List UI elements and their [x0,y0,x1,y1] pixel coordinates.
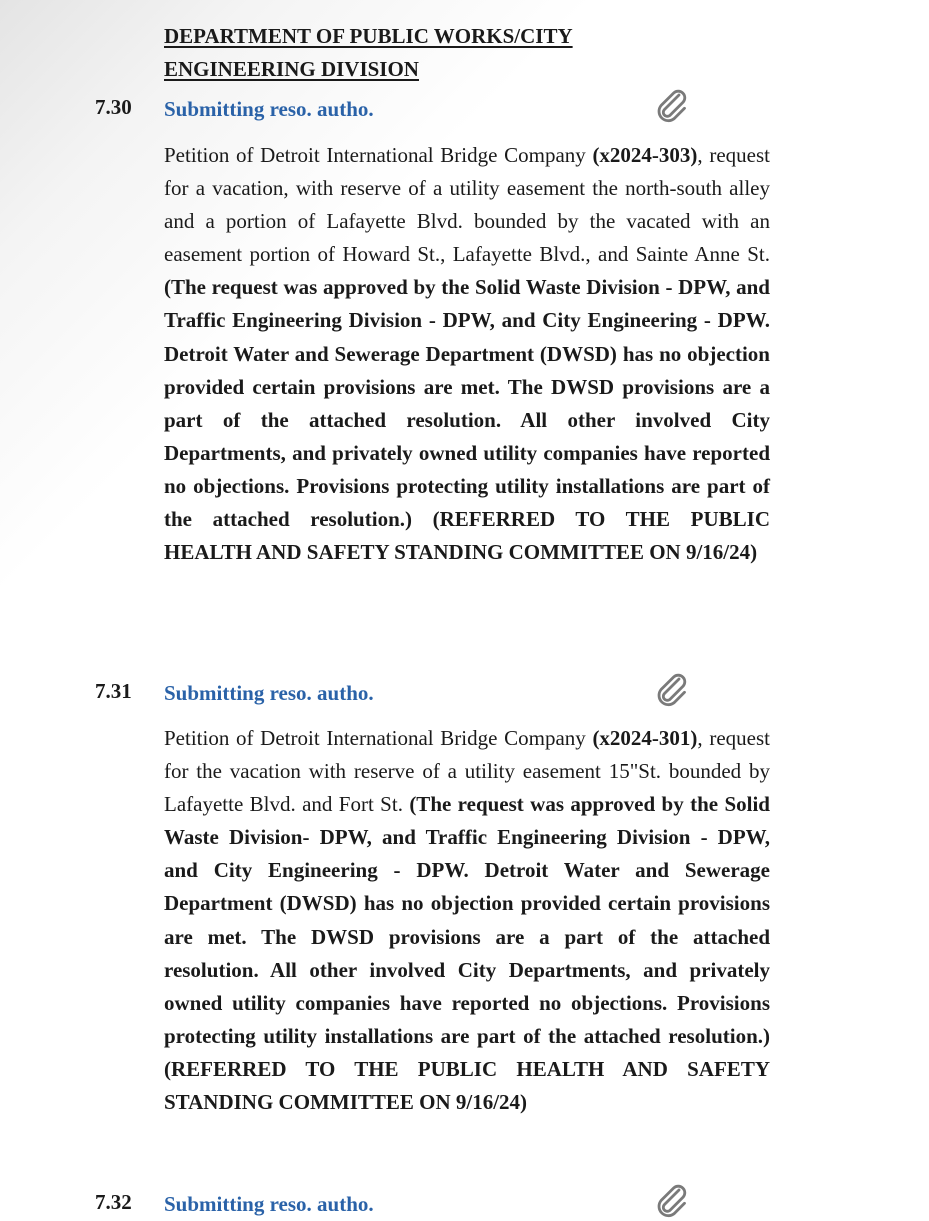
description-text-continued: , request for the vacation with reserve of a utility easement 15"St. bounded by Lafayette Blvd. and Fort St. [164,726,770,817]
item-title-link[interactable]: Submitting reso. autho. [164,97,374,121]
item-description [164,722,770,1119]
file-number: (x2024-303) [592,143,698,167]
item-title-link[interactable]: Submitting reso. autho. [164,1192,374,1216]
item-number: 7.32 [95,1190,132,1214]
item-title-link[interactable]: Submitting reso. autho. [164,681,374,705]
paperclip-icon[interactable] [652,670,692,710]
description-text-continued: , request for a vacation, with reserve of a utility easement the north-south alley and a portion of Lafayette Blvd. bounded by the vacated with an easement portion of Howard St., Lafayette Blvd., and Sainte Anne St. [164,143,770,267]
section-heading-line-1: DEPARTMENT OF PUBLIC WORKS/CITY [164,24,573,48]
file-number: (x2024-301) [592,726,698,750]
item-description [164,139,770,569]
description-text: Petition of Detroit International Bridge Company [164,143,593,167]
section-heading [164,20,724,86]
section-heading-line-2: ENGINEERING DIVISION [164,57,419,81]
committee-note: (The request was approved by the Solid Waste Division - DPW, and Traffic Engineering Division - DPW, and City Engineering - DPW. Detroit Water and Sewerage Department (DWSD) has no objection provided certain provisions are met. The DWSD provisions are a part of the attached resolution. All other involved City Departments, and privately owned utility companies have reported no objections. Provisions protecting utility installations are part of the attached resolution.) (REFERRED TO THE PUBLIC HEALTH AND SAFETY STANDING COMMITTEE ON 9/16/24) [164,275,770,565]
paperclip-icon[interactable] [652,86,692,126]
paperclip-icon[interactable] [652,1181,692,1221]
description-text: Petition of Detroit International Bridge Company [164,726,593,750]
item-number: 7.30 [95,95,132,119]
committee-note: (The request was approved by the Solid Waste Division- DPW, and Traffic Engineering Division - DPW, and City Engineering - DPW. Detroit Water and Sewerage Department (DWSD) has no objection provided certain provisions are met. The DWSD provisions are a part of the attached resolution. All other involved City Departments, and privately owned utility companies have reported no objections. Provisions protecting utility installations are part of the attached resolution.) (REFERRED TO THE PUBLIC HEALTH AND SAFETY STANDING COMMITTEE ON 9/16/24) [164,792,770,1115]
item-number: 7.31 [95,679,132,703]
